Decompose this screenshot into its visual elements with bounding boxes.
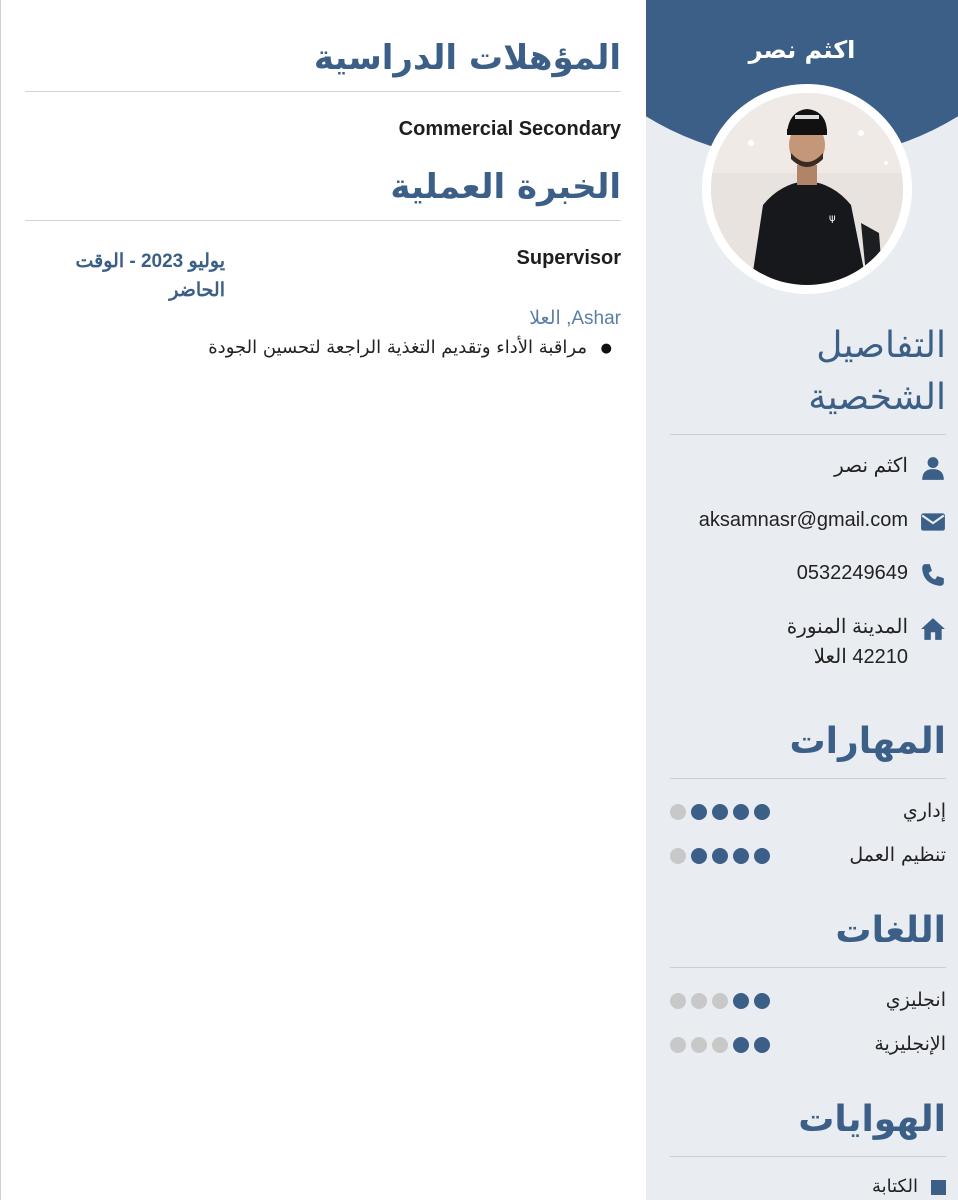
square-bullet-icon bbox=[931, 1180, 946, 1195]
divider bbox=[670, 1156, 946, 1157]
hobby-item bbox=[670, 1173, 946, 1200]
language-row bbox=[670, 986, 946, 1030]
detail-email-text[interactable]: aksamnasr@gmail.com bbox=[698, 509, 908, 531]
home-icon bbox=[920, 616, 946, 642]
hobby-label: الكتابة bbox=[871, 1176, 918, 1197]
profile-photo bbox=[711, 93, 903, 285]
level-dot bbox=[754, 993, 770, 1009]
detail-email bbox=[670, 505, 946, 535]
person-photo-icon bbox=[711, 93, 903, 285]
svg-text:ψ: ψ bbox=[829, 213, 836, 224]
person-icon bbox=[920, 455, 946, 481]
level-dot bbox=[670, 804, 686, 820]
language-label: الإنجليزية bbox=[874, 1033, 946, 1055]
skill-level bbox=[670, 804, 770, 820]
skill-label: تنظيم العمل bbox=[849, 844, 946, 866]
level-dot bbox=[670, 848, 686, 864]
envelope-icon bbox=[920, 509, 946, 535]
detail-name-text: اكثم نصر bbox=[834, 455, 908, 477]
detail-name bbox=[670, 451, 946, 481]
address-line: المدينة المنورة bbox=[786, 616, 908, 638]
level-dot bbox=[712, 848, 728, 864]
job-bullets bbox=[25, 334, 621, 362]
level-dot bbox=[712, 1037, 728, 1053]
level-dot bbox=[691, 993, 707, 1009]
language-level bbox=[670, 1037, 770, 1053]
detail-address bbox=[670, 612, 946, 672]
level-dot bbox=[712, 804, 728, 820]
job-company: Ashar, العلا bbox=[529, 307, 621, 329]
skill-row bbox=[670, 841, 946, 885]
level-dot bbox=[733, 804, 749, 820]
personal-title-line: الشخصية bbox=[808, 377, 946, 418]
level-dot bbox=[733, 848, 749, 864]
personal-title-line: التفاصيل bbox=[816, 325, 946, 366]
level-dot bbox=[670, 1037, 686, 1053]
level-dot bbox=[754, 848, 770, 864]
languages-title: اللغات bbox=[835, 910, 946, 951]
hobbies-title: الهوايات bbox=[798, 1099, 946, 1140]
experience-title: الخبرة العملية bbox=[390, 166, 621, 207]
skill-level bbox=[670, 848, 770, 864]
skills-title: المهارات bbox=[789, 721, 946, 762]
divider bbox=[25, 91, 621, 92]
job-bullet: ● مراقبة الأداء وتقديم التغذية الراجعة لتحسين الجودة bbox=[25, 334, 587, 362]
sidebar bbox=[646, 0, 958, 1200]
job-dates-line: الحاضر bbox=[169, 279, 225, 301]
job-entry bbox=[25, 247, 621, 307]
sidebar-name: اكثم نصر bbox=[748, 36, 856, 64]
detail-phone-text[interactable]: 0532249649 bbox=[796, 562, 908, 584]
language-label: انجليزي bbox=[885, 989, 946, 1011]
level-dot bbox=[754, 1037, 770, 1053]
level-dot bbox=[733, 993, 749, 1009]
sidebar-content bbox=[670, 320, 946, 1200]
education-title: المؤهلات الدراسية bbox=[313, 38, 621, 78]
divider bbox=[670, 434, 946, 435]
address-line: 42210 العلا bbox=[813, 646, 908, 668]
job-dates bbox=[25, 247, 225, 305]
job-dates-line: يوليو 2023 - الوقت bbox=[75, 250, 225, 272]
language-row bbox=[670, 1030, 946, 1074]
detail-phone bbox=[670, 558, 946, 588]
personal-details-title bbox=[670, 320, 946, 424]
skill-row bbox=[670, 797, 946, 841]
education-item: Commercial Secondary bbox=[398, 117, 621, 140]
avatar bbox=[702, 84, 912, 294]
level-dot bbox=[691, 1037, 707, 1053]
level-dot bbox=[691, 804, 707, 820]
language-level bbox=[670, 993, 770, 1009]
level-dot bbox=[670, 993, 686, 1009]
page-border bbox=[0, 0, 1, 1200]
divider bbox=[25, 220, 621, 221]
job-title: Supervisor bbox=[516, 246, 621, 269]
main-column bbox=[25, 0, 621, 362]
skill-label: إداري bbox=[902, 800, 946, 822]
level-dot bbox=[733, 1037, 749, 1053]
level-dot bbox=[754, 804, 770, 820]
phone-icon bbox=[920, 562, 946, 588]
level-dot bbox=[712, 993, 728, 1009]
level-dot bbox=[691, 848, 707, 864]
